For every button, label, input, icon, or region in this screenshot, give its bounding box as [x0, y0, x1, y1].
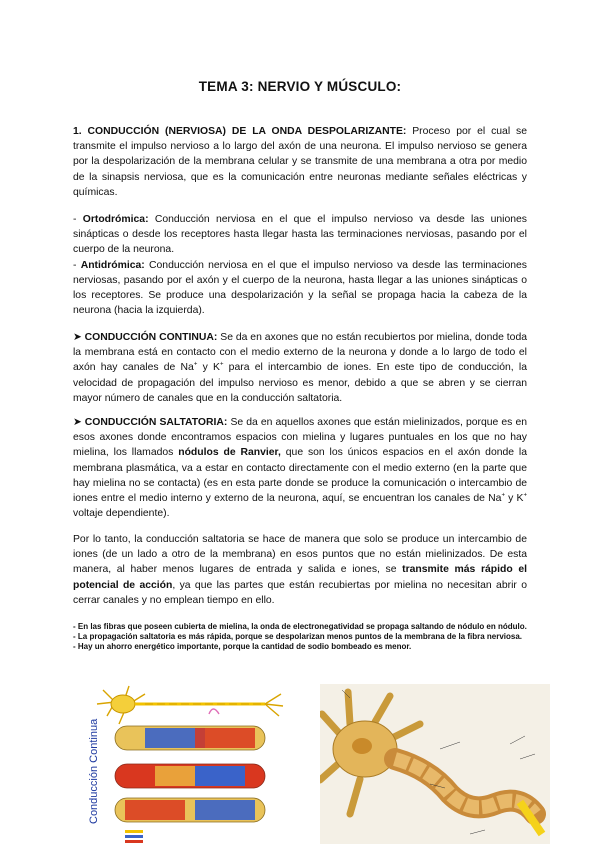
saltatoria-paragraph: [73, 415, 527, 521]
axon-cylinder-1: [115, 726, 265, 750]
note-item: - En las fibras que poseen cubierta de mielina, la onda de electronegatividad se propaga saltando de nódulo en nódulo.: [73, 622, 527, 631]
conclusion-text: Por lo tanto, la conducción saltatoria se hace de manera que solo se produce un intercambio de iones (de un lado a otro de la membrana) en esos puntos que no están mielinizados. De esta manera, al haber menos lugares de entrada y salida e iones, se: [73, 534, 527, 576]
ranvier-term: nódulos de Ranvier,: [178, 447, 281, 459]
arrow-bullet: ➤: [73, 417, 85, 428]
legend-swatch: [125, 830, 143, 833]
figure-conduccion-continua: [85, 684, 300, 844]
antidromica-term: Antidrómica:: [80, 259, 145, 271]
axon-cylinder-2: [115, 764, 265, 788]
continua-text: y K: [197, 362, 220, 374]
ortodromica-term: Ortodrómica:: [82, 214, 149, 225]
saltatoria-text: voltaje dependiente).: [73, 508, 170, 520]
legend-swatch: [125, 835, 143, 838]
list-dash: -: [73, 259, 81, 271]
conclusion-text: , ya que las partes que están recubiertas por mielina no necesitan abrir o cerrar canales y no emplean tiempo en ello.: [73, 579, 527, 606]
antidromica-text: Conducción nerviosa en el que el impulso nervioso va desde las terminaciones nerviosas, pasando por el axón y el cuerpo de la neurona, hasta llegar a las uniones sinápticas o los receptores. Se produce una despolarización y la señal se propaga hacia la cabeza de la neurona (hacia la izquierda).: [73, 259, 527, 317]
arrow-bullet: ➤: [73, 332, 85, 343]
continua-term: CONDUCCIÓN CONTINUA:: [84, 332, 218, 343]
superscript: +: [523, 492, 527, 499]
page-title: TEMA 3: NERVIO Y MÚSCULO:: [198, 79, 402, 94]
neuron-sketch: [97, 686, 283, 724]
notes-list: [73, 622, 529, 653]
saltatoria-text: y K: [504, 493, 524, 505]
superscript: +: [219, 361, 224, 368]
note-item: - Hay un ahorro energético importante, porque la cantidad de sodio bombeado es menor.: [73, 642, 412, 652]
section-text: Proceso por el cual se transmite el impulso nervioso a lo largo del axón de una neurona. El impulso nervioso se genera por la despolarización de la membrana celular y se transmite de una membrana a otra por medio de la sinapsis nerviosa, que es la comunicación entre neuronas mediante señales eléctricas y químicas.: [73, 126, 527, 198]
saltatoria-term: CONDUCCIÓN SALTATORIA:: [84, 417, 228, 428]
superscript: +: [193, 361, 198, 368]
continua-text: para el intercambio de iones. En este tipo de conducción, la velocidad de propagación del impulso nervioso es menor, debido a que se abren y se cierran mayor número de canales que en la conducción saltatoria.: [73, 362, 527, 404]
legend-swatch: [125, 840, 143, 843]
section-heading: 1. CONDUCCIÓN (NERVIOSA) DE LA ONDA DESPOLARIZANTE:: [73, 126, 407, 137]
superscript: +: [501, 492, 505, 499]
section-conduccion: [73, 124, 527, 200]
note-item: - La propagación saltatoria es más rápida, porque se despolarizan menos puntos de la membrana de la fibra nerviosa.: [73, 632, 523, 642]
ortodromica-text: Conducción nerviosa en el que el impulso nervioso va desde las uniones sinápticas o desde los receptores hasta llegar hasta las terminaciones nerviosas, pasando por el cuerpo de la neurona.: [73, 214, 527, 256]
axon-cylinder-3: [115, 798, 265, 822]
saltatoria-text: Se da en aquellos axones que están mielinizados, porque es en esos axones donde encontramos espacios con mielina y lugares puntuales en los que no hay mielina, los llamados: [73, 417, 527, 459]
list-dash: -: [73, 214, 83, 225]
vertical-label: Conducción Continua: [88, 718, 100, 824]
conclusion-bold: transmite más rápido el potencial de acción: [73, 564, 527, 591]
conclusion-paragraph: [73, 532, 527, 608]
ortodromica-paragraph: [73, 212, 527, 318]
figure-neurona-mielinizada: [320, 684, 550, 844]
saltatoria-text: que son los únicos espacios en el axón donde la membrana plasmática, va a estar en contacto directamente con el medio externo (en la parte que hay mielina no se contacta) (es en esta parte donde se produce la comunicación o intercambio de iones entre el medio interno y externo de la neurona, aquí, se encuentran los canales de Na: [73, 447, 527, 505]
continua-text: Se da en axones que no están recubiertos por mielina, donde toda la membrana está en contacto con el medio externo de la neurona y donde a lo largo de todo el axón hay canales de Na: [73, 332, 528, 374]
continua-paragraph: [73, 330, 527, 406]
